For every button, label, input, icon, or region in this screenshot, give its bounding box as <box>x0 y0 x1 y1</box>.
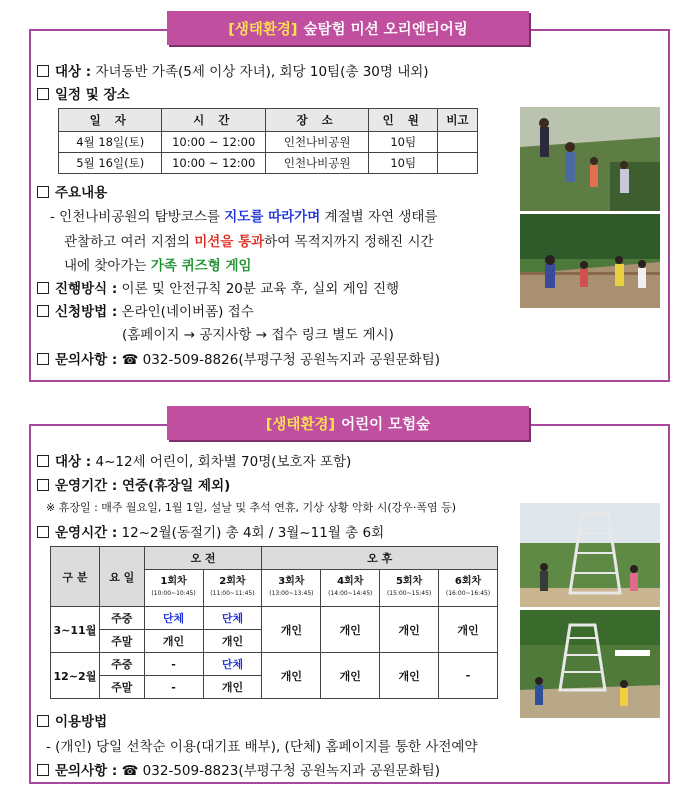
category-tag: [생태환경] <box>228 21 298 38</box>
checkbox-icon <box>37 715 49 727</box>
schedule-table: 일 자 시 간 장 소 인 원 비고 4월 18일(토) 10:00 ~ 12:00 인천나비공원 10팀 5월 16일(토) 10:00 ~ 12:00 인천나비공원 10팀 <box>58 108 478 174</box>
hours-line: 운영시간 : 12~2월(동절기) 총 4회 / 3월~11월 총 6회 <box>37 521 384 541</box>
table-row: 12~2월 주중 - 단체 개인 개인 개인 - <box>51 653 498 676</box>
checkbox-icon <box>37 65 49 77</box>
checkbox-icon <box>37 186 49 198</box>
section-title-orienteering <box>167 11 529 45</box>
checkbox-icon <box>37 479 49 491</box>
photo-forest-mission <box>520 214 660 308</box>
method-line: 진행방식 : 이론 및 안전규칙 20분 교육 후, 실외 게임 진행 <box>37 277 399 297</box>
photo-adventure-playground <box>520 610 660 718</box>
photo-greenhouse-activity <box>520 107 660 211</box>
phone-icon: ☎ <box>121 352 139 368</box>
table-row: 3~11월 주중 단체 단체 개인 개인 개인 개인 <box>51 607 498 630</box>
operation-table: 구 분 요 일 오 전 오 후 1회차 (10:00~10:45) 2회차 (11:00~11:45) 3회차 (13:00~13:45) 4회차 (14:00~14:45) 5회차 (15:00~15:45) 6회차 (16:00~16:45) 3~11월 주중 단체 단체 개인 개인 개인 개인 주말 개인 개인 12~2월 주중 - 단체 개인 개인 개인 - 주말 - 개인 <box>50 546 498 699</box>
checkbox-icon <box>37 305 49 317</box>
checkbox-icon <box>37 88 49 100</box>
phone-icon: ☎ <box>121 763 139 779</box>
period-line: 운영기간 : 연중(휴장일 제외) <box>37 474 230 494</box>
table-row: 주말 개인 개인 <box>51 630 498 653</box>
category-tag: [생태환경] <box>265 416 336 433</box>
holiday-note: ※ 휴장일 : 매주 월요일, 1월 1일, 설날 및 추석 연휴, 기상 상황 악화 시(강우·폭염 등) <box>46 501 457 514</box>
program-title: 숲탐험 미션 오리엔티어링 <box>303 21 468 38</box>
apply-line: 신청방법 : 온라인(네이버폼) 접수 <box>37 300 254 320</box>
use-line: 이용방법 <box>37 710 107 730</box>
checkbox-icon <box>37 764 49 776</box>
section-title-adventure-forest <box>167 406 529 440</box>
checkbox-icon <box>37 282 49 294</box>
inquiry-line: 문의사항 : ☎ 032-509-8826(부평구청 공원녹지과 공원문화팀) <box>37 348 440 368</box>
content-line: 주요내용 <box>37 181 107 201</box>
inquiry-line: 문의사항 : ☎ 032-509-8823(부평구청 공원녹지과 공원문화팀) <box>37 759 440 779</box>
photo-climbing-tower <box>520 503 660 607</box>
table-row: 주말 - 개인 <box>51 676 498 699</box>
checkbox-icon <box>37 353 49 365</box>
target-line: 대상 : 자녀동반 가족(5세 이상 자녀), 회당 10팀(총 30명 내외) <box>37 60 429 80</box>
checkbox-icon <box>37 455 49 467</box>
table-row: 4월 18일(토) 10:00 ~ 12:00 인천나비공원 10팀 <box>59 132 478 153</box>
checkbox-icon <box>37 526 49 538</box>
target-line: 대상 : 4~12세 어린이, 회차별 70명(보호자 포함) <box>37 450 351 470</box>
table-row: 5월 16일(토) 10:00 ~ 12:00 인천나비공원 10팀 <box>59 153 478 174</box>
schedule-line: 일정 및 장소 <box>37 83 130 103</box>
program-title: 어린이 모험숲 <box>341 416 431 433</box>
